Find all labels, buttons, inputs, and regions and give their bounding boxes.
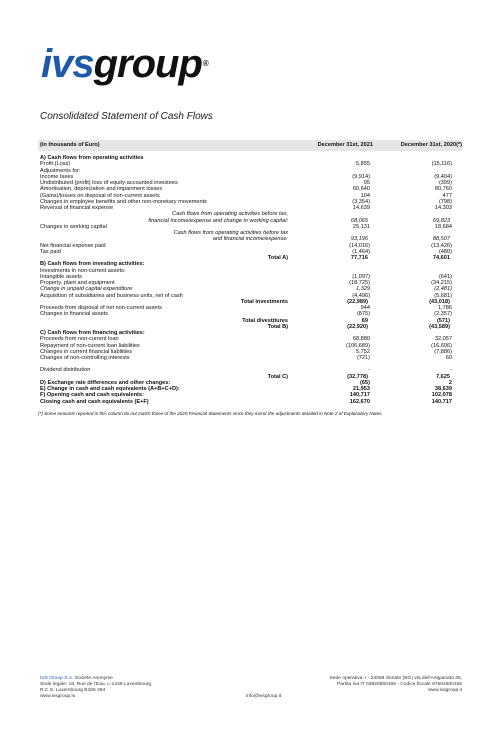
- row-label: and financial income/expense:: [212, 236, 288, 243]
- logo-group: group: [93, 42, 202, 86]
- row-value-2020: (34,215): [431, 280, 452, 286]
- row-label: Change in unpaid capital expenditure: [40, 286, 133, 293]
- row-value-2021: -: [368, 367, 370, 374]
- row-value-2020: 2: [448, 379, 452, 386]
- row-value-2021: (1,097): [352, 273, 370, 280]
- row-value-2021: 77,716: [350, 255, 368, 261]
- row-value-2021: (22,989): [347, 298, 368, 305]
- footer-rcs: R.C.S. Luxembourg B155 294: [40, 688, 106, 693]
- row-value-2021: (9,914): [352, 173, 370, 180]
- row-label: Total investments: [240, 298, 288, 305]
- document-title: Consolidated Statement of Cash Flows: [40, 111, 213, 122]
- row-value-2021: (3,354): [352, 198, 370, 205]
- row-label: Acquisition of subsidiaries and business units, net of cash: [40, 292, 183, 299]
- row-value-2021: 25,131: [352, 223, 370, 230]
- row-value-2021: (32,778): [347, 373, 368, 380]
- row-label: Intangible assets: [40, 273, 82, 280]
- row-value-2021: 5,855: [356, 161, 370, 168]
- row-value-2021: (4,496): [352, 292, 370, 299]
- row-value-2020: (798): [438, 198, 452, 205]
- row-value-2021: (14,016): [349, 242, 370, 249]
- footer-company-type: Société Anonyme: [73, 676, 113, 681]
- footnote: (*) Some amounts reported in this column do not match those of the 2020 Financial Statements since they mirror the adjustments detailed in Note 2 of Explanatory Notes.: [38, 410, 383, 416]
- footer-web-lu: www.ivsgroup.lu: [40, 694, 76, 699]
- row-value-2020: 88,507: [432, 236, 450, 243]
- row-value-2021: 68,880: [352, 336, 370, 343]
- footer-address: Sede legale: 18, Rue de l'Eau, L-1449 Luxembourg: [40, 682, 152, 687]
- table-header: [38, 140, 462, 151]
- row-value-2021: 68,065: [350, 217, 368, 224]
- row-value-2021: (22,920): [347, 323, 368, 330]
- row-label: Changes of non-controlling interests: [40, 355, 130, 361]
- row-value-2021: 95: [363, 180, 370, 186]
- row-value-2021: 21,953: [352, 386, 370, 392]
- row-value-2021: (875): [356, 311, 370, 318]
- footer-email: info@ivsgroup.it: [246, 694, 282, 699]
- row-value-2020: 80,760: [434, 186, 452, 193]
- row-label: Proceeds from non-current loan: [40, 336, 119, 343]
- row-label: E) Change in cash and cash equivalents (A+B+C+D):: [40, 386, 180, 392]
- row-value-2021: 69: [361, 317, 368, 324]
- row-value-2020: (15,116): [431, 161, 452, 168]
- row-value-2020: (16,606): [431, 342, 452, 349]
- footer-op-seat: Sede operativa: I - 24068 Seriate (BG) via dell'Artigianato 25,: [329, 676, 462, 681]
- row-value-2020: (641): [438, 273, 452, 280]
- row-value-2020: 102,078: [431, 392, 452, 399]
- row-label: Adjustments for:: [40, 167, 81, 174]
- row-value-2020: (480): [438, 248, 452, 255]
- row-value-2020: (43,589): [429, 323, 450, 330]
- row-label: Dividend distribution: [40, 367, 91, 374]
- row-label: Total B): [267, 323, 288, 330]
- row-value-2021: (721): [356, 355, 370, 361]
- row-label: Proceeds from disposal of net non-current assets: [40, 305, 162, 311]
- row-value-2020: 74,601: [432, 255, 450, 261]
- row-value-2021: 93,196: [350, 236, 368, 243]
- row-label: Repayment of non-current loan liabilities: [40, 342, 140, 349]
- row-value-2020: 1,786: [438, 305, 452, 311]
- row-value-2020: 32,057: [434, 336, 452, 343]
- row-label: F) Opening cash and cash equivalents:: [40, 392, 144, 399]
- row-value-2020: (5,681): [434, 292, 452, 299]
- row-value-2020: 69,823: [432, 217, 450, 224]
- row-label: A) Cash flows from operating activities: [40, 155, 144, 161]
- row-label: Changes in working capital: [40, 223, 107, 230]
- row-value-2021: (18,725): [349, 280, 370, 286]
- row-label: Changes in employee benefits and other non-monetary movements: [40, 198, 207, 205]
- company-logo: [41, 44, 208, 84]
- row-value-2020: (571): [436, 317, 450, 324]
- row-label: C) Cash flows from financing activities:: [40, 330, 145, 336]
- cash-flow-table: [38, 140, 462, 417]
- row-value-2021: 944: [360, 305, 370, 311]
- header-col-2021: December 31st, 2021: [317, 142, 373, 149]
- row-label: Net financial expense paid: [40, 242, 106, 249]
- row-value-2021: 14,639: [352, 205, 370, 211]
- row-value-2021: (65): [360, 379, 370, 386]
- header-col-2020: December 31st, 2020(*): [400, 142, 462, 149]
- row-value-2021: 5,752: [356, 348, 370, 355]
- row-value-2020: (13,426): [431, 242, 452, 249]
- row-label: Changes in current financial liabilities: [40, 348, 133, 355]
- footer-left: [40, 676, 151, 700]
- footer-web-it: www.ivsgroup.it: [428, 688, 462, 693]
- row-label: Closing cash and cash equivalents (E+F): [40, 398, 149, 405]
- row-label: Cash flows from operating activities before tax: [173, 230, 288, 236]
- logo-ivs: ivs: [41, 42, 94, 86]
- header-unit-label: (in thousands of Euro): [40, 142, 100, 149]
- row-value-2020: -: [450, 367, 452, 374]
- row-label: Total A): [267, 255, 288, 261]
- row-label: Property, plant and equipment: [40, 280, 115, 286]
- footer-tax: Partita Iva IT 03840650166 - Codice fiscale 97602500155: [337, 682, 462, 687]
- row-value-2020: 7,625: [436, 373, 450, 380]
- row-value-2020: 477: [442, 192, 452, 199]
- footer-right: [329, 676, 462, 694]
- row-label: Undistributed (profit) loss of equity-accounted investees: [40, 180, 178, 186]
- row-value-2021: 162,670: [349, 398, 370, 405]
- table-body: [38, 155, 462, 405]
- row-value-2020: 38,639: [434, 386, 452, 392]
- row-label: Tax paid: [40, 248, 61, 255]
- table-row: [38, 399, 462, 405]
- row-label: Total C): [267, 373, 288, 380]
- row-value-2020: (399): [438, 180, 452, 186]
- row-label: Income taxes: [40, 173, 74, 180]
- row-label: Cash flows from operating activities before tax,: [172, 211, 288, 218]
- row-value-2020: 140,717: [431, 398, 452, 405]
- row-value-2021: 1,329: [356, 286, 370, 293]
- row-value-2021: 140,717: [349, 392, 370, 399]
- row-value-2020: (43,018): [429, 298, 450, 305]
- row-value-2021: (1,464): [352, 248, 370, 255]
- row-label: (Gains)/losses on disposal of non-current assets: [40, 192, 160, 199]
- row-label: financial income/expense and change in working capital:: [148, 217, 288, 224]
- row-value-2020: 14,303: [434, 205, 452, 211]
- row-label: B) Cash flows from investing activities:: [40, 261, 145, 268]
- row-label: Total divestitures: [242, 317, 288, 324]
- row-value-2021: (106,689): [346, 342, 370, 349]
- logo-registered-mark: ®: [202, 59, 208, 68]
- row-value-2020: (2,357): [434, 311, 452, 318]
- row-label: D) Exchange rate differences and other changes:: [40, 379, 171, 386]
- row-value-2021: 60,640: [352, 186, 370, 193]
- row-value-2020: (2,481): [434, 286, 452, 293]
- row-label: Investments in non-current assets:: [40, 267, 126, 274]
- row-value-2020: 18,684: [434, 223, 452, 230]
- row-label: Changes in financial assets: [40, 311, 109, 318]
- row-value-2020: 60: [445, 355, 452, 361]
- row-label: Profit (Loss): [40, 161, 71, 168]
- row-value-2020: (9,404): [434, 173, 452, 180]
- footer-company: IVS Group S.A.: [40, 676, 74, 681]
- row-label: Reversal of financial expense: [40, 205, 114, 211]
- row-label: Amortisation, depreciation and impairment losses: [40, 186, 163, 193]
- row-value-2020: (7,886): [434, 348, 452, 355]
- row-value-2021: 104: [360, 192, 370, 199]
